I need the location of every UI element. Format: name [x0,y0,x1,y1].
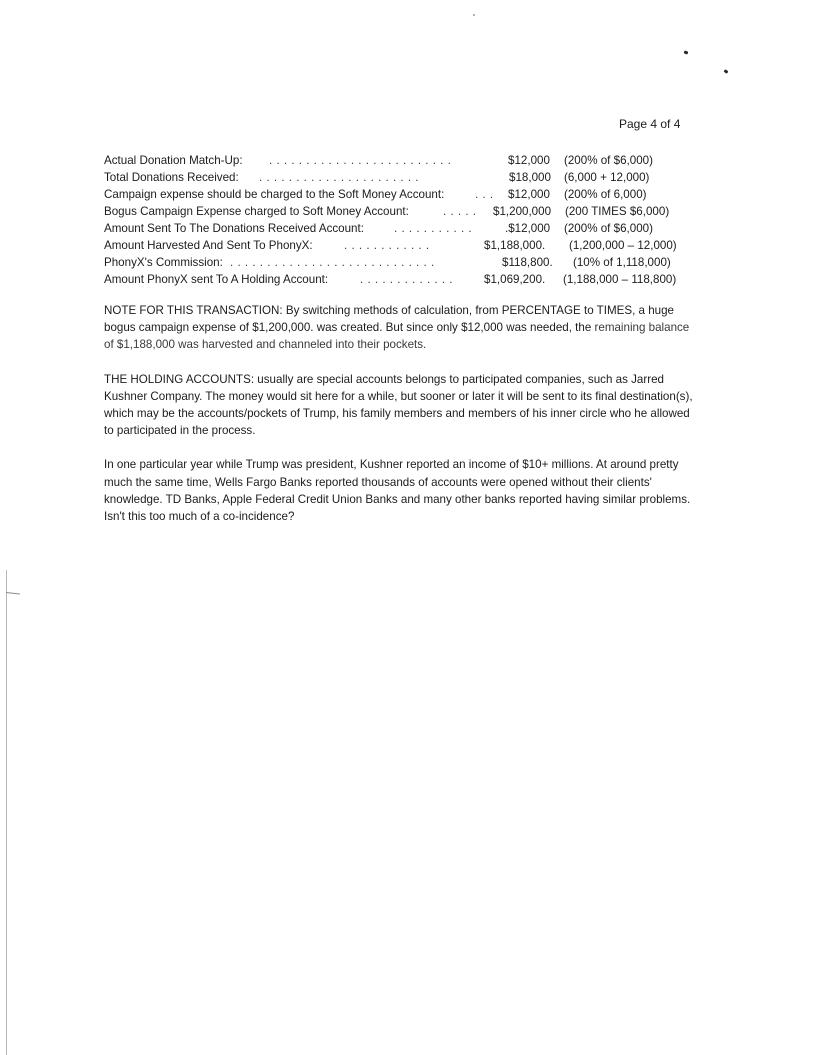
ledger-note: (6,000 + 12,000) [564,171,650,184]
note-paragraph [104,302,694,354]
holding-accounts-paragraph: THE HOLDING ACCOUNTS: usually are special accounts belongs to participated companies, such as Jarred Kushner Company. The money would sit here for a while, but sooner or later it will be sent to its final destination(s), which may be the accounts/pockets of Trump, his family members and members of his inner circle who he allowed to participated in the process. [104,372,693,438]
coincidence-paragraph: In one particular year while Trump was president, Kushner reported an income of $10+ millions. At around pretty much the same time, Wells Fargo Banks reported thousands of accounts were opened without their clients' knowledge. TD Banks, Apple Federal Credit Union Banks and many other banks reported having similar problems. Isn't this too much of a co-incidence? [104,458,691,524]
ledger-amount: $1,188,000. [484,239,546,252]
ledger-note: (200% of 6,000) [564,188,647,201]
ledger-label: Amount Sent To The Donations Received Account: [104,222,364,235]
note-paragraph-lead: NOTE FOR THIS TRANSACTION: By switching methods of calculation, from PERCENTAGE to TIMES, a huge bogus campaign expense of $1,200,000. was created. But since only $12,000 was needed, the [104,304,674,335]
scan-page-edge-mark [6,592,20,594]
ledger-leader: . . . . . . . . . . . . . . . . . . . . . . . . . [269,154,452,167]
scan-speck [684,50,689,54]
ledger-note: (200 TIMES $6,000) [565,205,670,218]
ledger-amount: $18,000 [509,171,551,184]
ledger-leader: . . . . . . . . . . . . . . . . . . . . . . . . . . . . [230,256,435,269]
ledger-label: Campaign expense should be charged to the Soft Money Account: [104,188,445,201]
ledger-row [104,254,704,271]
ledger-note: (1,188,000 – 118,800) [563,273,677,286]
ledger-leader: . . . . . . . . . . . . . [360,273,454,286]
ledger-note: (10% of 1,118,000) [573,256,671,269]
ledger-note: (1,200,000 – 12,000) [569,239,677,252]
ledger-row [104,169,704,186]
ledger-label: Amount Harvested And Sent To PhonyX: [104,239,313,252]
ledger-note: (200% of $6,000) [564,222,653,235]
ledger-label: PhonyX's Commission: [104,256,223,269]
ledger-amount: $1,200,000 [493,205,552,218]
ledger-row [104,220,704,237]
ledger-amount: $12,000 [508,154,550,167]
ledger-amount: $12,000 [508,188,550,201]
ledger-note: (200% of $6,000) [564,154,653,167]
ledger-label: Actual Donation Match-Up: [104,154,243,167]
ledger-leader: . . . [475,188,494,201]
ledger-label: Bogus Campaign Expense charged to Soft Money Account: [104,205,409,218]
scan-page-edge [6,570,7,1055]
ledger-row [104,203,704,220]
ledger-amount: $1,069,200. [484,273,546,286]
note-paragraph-tail: remaining balance of $1,188,000 was harvested and channeled into their pockets. [104,321,690,352]
ledger-leader: . . . . . . . . . . . . [344,239,430,252]
scan-speck [473,14,475,16]
ledger-label: Total Donations Received: [104,171,239,184]
ledger-amount: .$12,000 [505,222,551,235]
transaction-ledger [104,152,704,288]
body-text [104,302,694,542]
ledger-row [104,152,704,169]
ledger-row [104,186,704,203]
ledger-row [104,271,704,288]
scan-speck [724,69,729,74]
ledger-leader: . . . . . . . . . . . [394,222,473,235]
page-number: Page 4 of 4 [619,117,681,131]
ledger-row [104,237,704,254]
ledger-leader: . . . . . . . . . . . . . . . . . . . . . . [259,171,420,184]
ledger-amount: $118,800. [502,256,553,269]
ledger-leader: . . . . . [443,205,477,218]
ledger-label: Amount PhonyX sent To A Holding Account: [104,273,329,286]
